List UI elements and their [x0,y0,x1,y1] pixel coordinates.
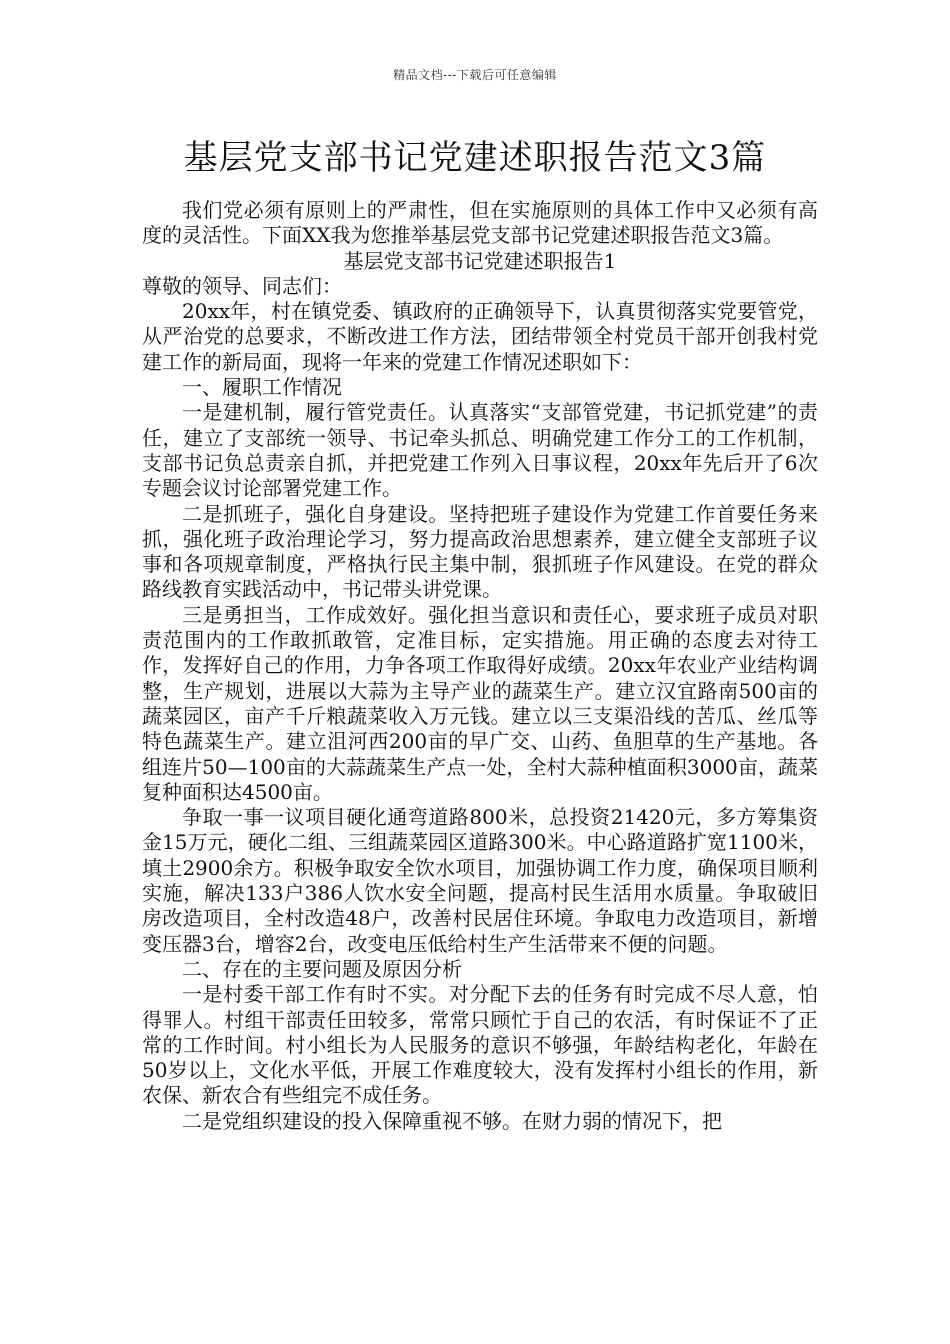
body-paragraph: 二是抓班子，强化自身建设。坚持把班子建设作为党建工作首要任务来抓，强化班子政治理论学习，努力提高政治思想素养，建立健全支部班子议事和各项规章制度，严格执行民主集中制，狠抓班子作风建设。在党的群众路线教育实践活动中，书记带头讲党课。 [142,501,818,602]
header-note: 精品文档---下载后可任意编辑 [393,68,557,82]
intro-paragraph: 我们党必须有原则上的严肃性，但在实施原则的具体工作中又必须有高度的灵活性。下面XX我为您推举基层党支部书记党建述职报告范文3篇。 [142,198,818,248]
body-paragraph: 三是勇担当，工作成效好。强化担当意识和责任心，要求班子成员对职责范围内的工作敢抓敢管，定准目标，定实措施。用正确的态度去对待工作，发挥好自己的作用，力争各项工作取得好成绩。20xx年农业产业结构调整，生产规划，进展以大蒜为主导产业的蔬菜生产。建立汉宜路南500亩的蔬菜园区，亩产千斤粮蔬菜收入万元钱。建立以三支渠沿线的苦瓜、丝瓜等特色蔬菜生产。建立沮河西200亩的早广交、山药、鱼胆草的生产基地。各组连片50—100亩的大蒜蔬菜生产点一处，全村大蒜种植面积3000亩，蔬菜复种面积达4500亩。 [142,602,818,804]
body-paragraph: 20xx年，村在镇党委、镇政府的正确领导下，认真贯彻落实党要管党，从严治党的总要求，不断改进工作方法，团结带领全村党员干部开创我村党建工作的新局面，现将一年来的党建工作情况述职如下： [142,299,818,374]
body-paragraph: 一是建机制，履行管党责任。认真落实“支部管党建，书记抓党建”的责任，建立了支部统一领导、书记牵头抓总、明确党建工作分工的工作机制，支部书记负总责亲自抓，并把党建工作列入日事议程，20xx年先后开了6次专题会议讨论部署党建工作。 [142,400,818,501]
salutation: 尊敬的领导、同志们： [142,273,342,298]
document-title: 基层党支部书记党建述职报告范文3篇 [183,138,767,178]
subheading-problems: 二、存在的主要问题及原因分析 [182,956,462,981]
document-body [142,198,818,1134]
subheading-duty-status: 一、履职工作情况 [182,375,342,400]
section-heading-report-1: 基层党支部书记党建述职报告1 [343,248,617,273]
body-paragraph: 二是党组织建设的投入保障重视不够。在财力弱的情况下，把 [182,1108,722,1133]
body-paragraph: 争取一事一议项目硬化通弯道路800米，总投资21420元，多方筹集资金15万元，硬化二组、三组蔬菜园区道路300米。中心路道路扩宽1100米，填土2900余方。积极争取安全饮水项目，加强协调工作力度，确保项目顺利实施，解决133户386人饮水安全问题，提高村民生活用水质量。争取破旧房改造项目，全村改造48户，改善村民居住环境。争取电力改造项目，新增变压器3台，增容2台，改变电压低给村生产生活带来不便的问题。 [142,805,818,956]
body-paragraph: 一是村委干部工作有时不实。对分配下去的任务有时完成不尽人意，怕得罪人。村组干部责任田较多，常常只顾忙于自己的农活，有时保证不了正常的工作时间。村小组长为人民服务的意识不够强，年龄结构老化，年龄在50岁以上，文化水平低，开展工作难度较大，没有发挥村小组长的作用，新农保、新农合有些组完不成任务。 [142,982,818,1108]
